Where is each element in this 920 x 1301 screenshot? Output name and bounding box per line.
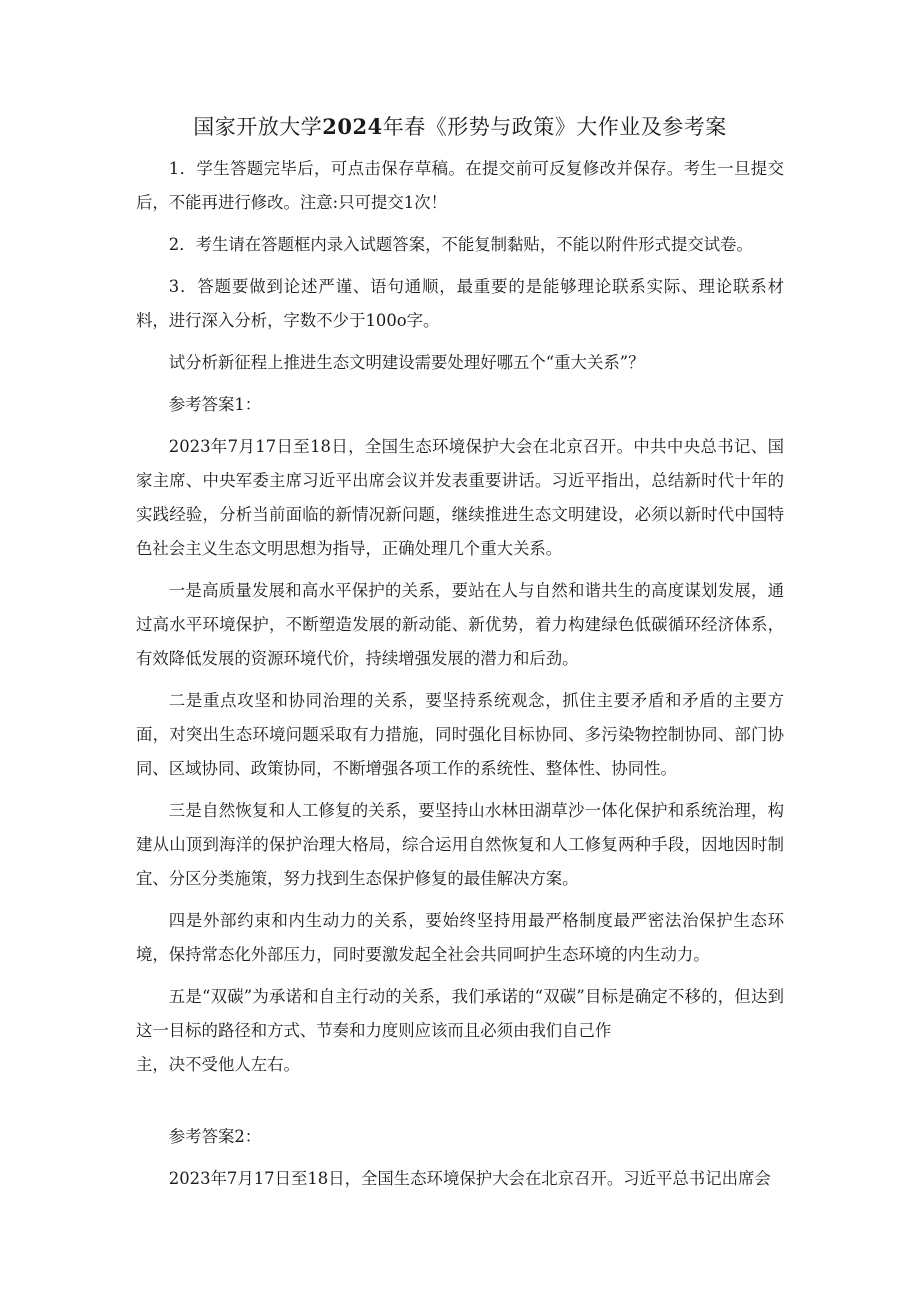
answer1-paragraph-4: 四是外部约束和内生动力的关系，要始终坚持用最严格制度最严密法治保护生态环境，保持常态化外部压力，同时要激发起全社会共同呵护生态环境的内生动力。 bbox=[136, 911, 784, 964]
answer2-paragraph-intro: 2023年7月17日至18日，全国生态环境保护大会在北京召开。习近平总书记出席会 bbox=[168, 1169, 771, 1188]
answer1-paragraph-1: 一是高质量发展和高水平保护的关系，要站在人与自然和谐共生的高度谋划发展，通过高水平环境保护，不断塑造发展的新动能、新优势，着力构建绿色低碳循环经济体系，有效降低发展的资源环境代价，持续增强发展的潜力和后劲。 bbox=[136, 581, 784, 668]
answer1-paragraph-intro: 2023年7月17日至18日，全国生态环境保护大会在北京召开。中共中央总书记、国家主席、中央军委主席习近平出席会议并发表重要讲话。习近平指出，总结新时代十年的实践经验，分析当前面临的新情况新问题，继续推进生态文明建设，必须以新时代中国特色社会主义生态文明思想为指导，正确处理几个重大关系。 bbox=[136, 437, 784, 558]
instruction-3: 3．答题要做到论述严谨、语句通顺，最重要的是能够理论联系实际、理论联系材料，进行深入分析，字数不少于100o字。 bbox=[136, 277, 784, 330]
answer1-paragraph-3: 三是自然恢复和人工修复的关系，要坚持山水林田湖草沙一体化保护和系统治理，构建从山顶到海洋的保护治理大格局，综合运用自然恢复和人工修复两种手段，因地因时制宜、分区分类施策，努力找到生态保护修复的最佳解决方案。 bbox=[136, 801, 784, 888]
answer1-paragraph-5: 五是“双碳”为承诺和自主行动的关系，我们承诺的“双碳”目标是确定不移的，但达到这一目标的路径和方式、节奏和力度则应该而且必须由我们自己作 bbox=[136, 987, 784, 1040]
title-suffix: 年春《形势与政策》大作业及参考案 bbox=[382, 115, 727, 139]
title-prefix: 国家开放大学 bbox=[193, 115, 323, 139]
question-text: 试分析新征程上推进生态文明建设需要处理好哪五个“重大关系”？ bbox=[168, 353, 645, 372]
instruction-1: 1．学生答题完毕后，可点击保存草稿。在提交前可反复修改并保存。考生一旦提交后，不能再进行修改。注意:只可提交1次！ bbox=[136, 159, 784, 212]
instruction-2: 2．考生请在答题框内录入试题答案，不能复制黏贴，不能以附件形式提交试卷。 bbox=[168, 235, 753, 254]
document-title bbox=[0, 112, 920, 142]
answer1-label: 参考答案1： bbox=[168, 395, 262, 414]
document-body bbox=[136, 152, 784, 1204]
answer1-paragraph-5-end: 主，决不受他人左右。 bbox=[136, 1055, 300, 1074]
answer1-paragraph-2: 二是重点攻坚和协同治理的关系，要坚持系统观念，抓住主要矛盾和矛盾的主要方面，对突出生态环境问题采取有力措施，同时强化目标协同、多污染物控制协同、部门协同、区域协同、政策协同，不断增强各项工作的系统性、整体性、协同性。 bbox=[136, 691, 784, 778]
title-year: 2024 bbox=[322, 114, 383, 139]
answer2-label: 参考答案2： bbox=[168, 1127, 262, 1146]
